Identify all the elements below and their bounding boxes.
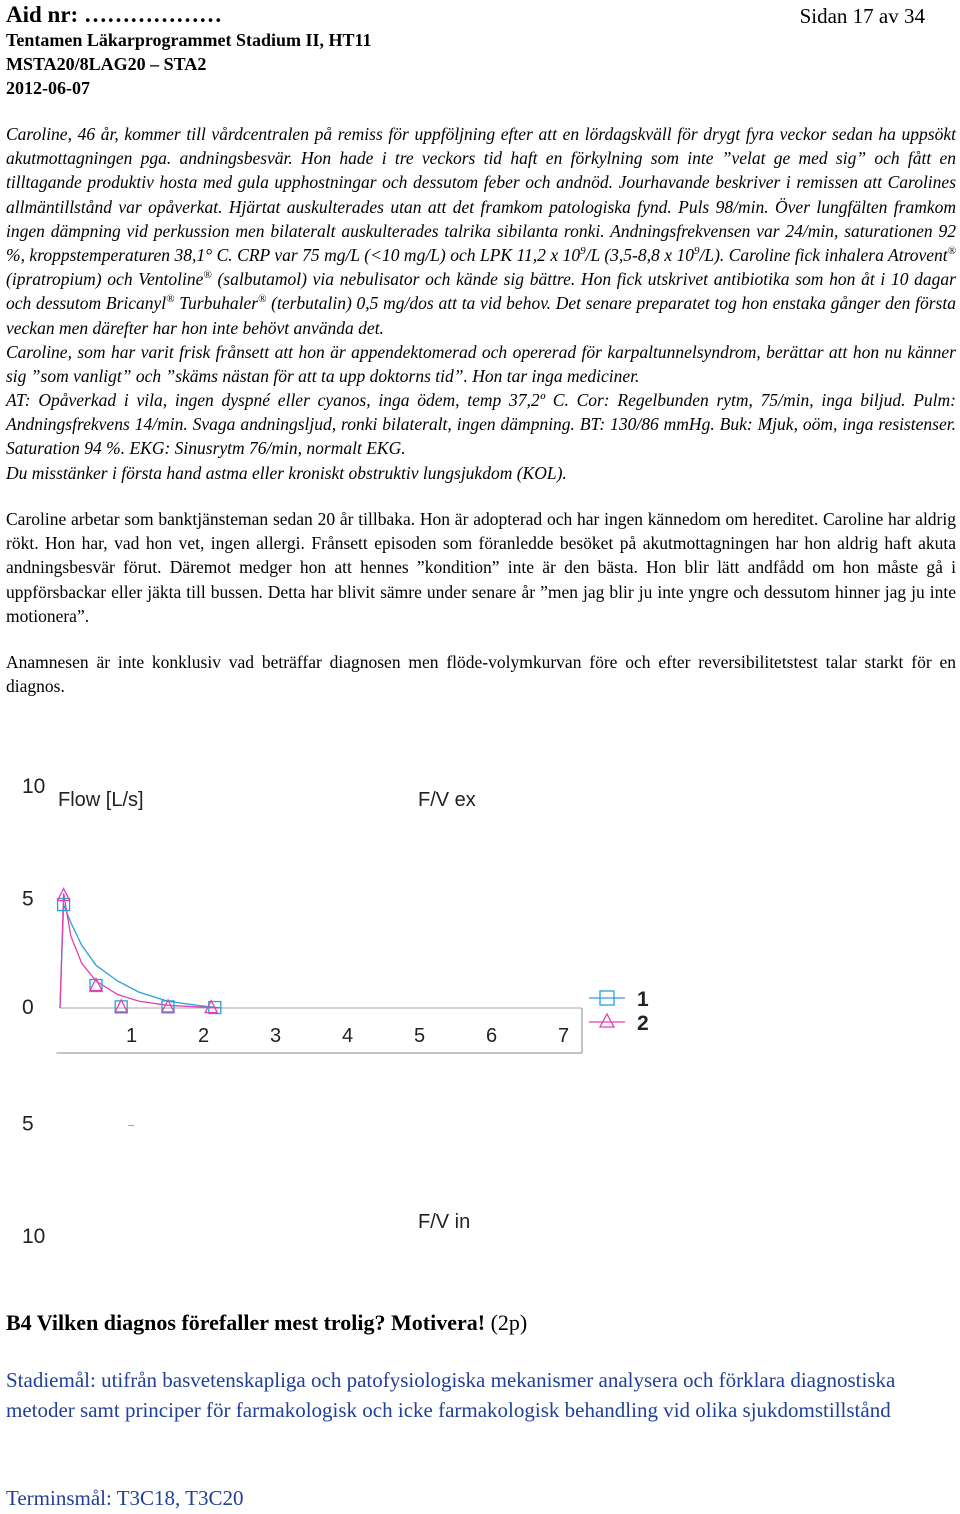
series-2-marker xyxy=(115,1000,127,1012)
x-tick-label: 2 xyxy=(198,1025,210,1047)
legend-label-2: 2 xyxy=(637,1012,649,1035)
y-tick-label: 5 xyxy=(22,887,34,911)
text-segment: (salbutamol) via nebulisator och kände sig bättre. Hon fick utskrivet antibiotika som hon åt i 10 dagar och dessutom Bricanyl xyxy=(6,269,956,314)
course-code: MSTA20/8LAG20 – STA2 xyxy=(6,54,207,74)
text-segment: Caroline, 46 år, kommer till vårdcentralen på remiss för uppföljning efter att en lördagskväll för drygt fyra veckor sedan ha uppsökt akutmottagningen pga. andningsbesvär. Hon hade i tre veckors tid haft en förkylning som inte ”velat ge med sig” och fått en tilltagande produktiv hosta med gula upphostningar och dessutom feber och andnöd. Jourhavande beskriver i remissen att Carolines allmäntillstånd var opåverkat. Hjärtat auskulterades utan att det framkom patologiska fynd. Puls 98/min. xyxy=(6,124,956,217)
y-axis-label: Flow [L/s] xyxy=(58,789,144,811)
flow-volume-chart xyxy=(0,770,700,1270)
case-paragraph-current: Caroline, som har varit frisk frånsett att hon är appendektomerad och opererad för karpaltunnelsyndrom, berättar att hon nu känner sig ”som vanligt” och ”skäms nästan för att ta upp doktorns tid”. Hon tar inga mediciner. xyxy=(6,342,956,387)
y-tick-label: 5 xyxy=(22,1112,34,1136)
social-history-paragraph: Caroline arbetar som banktjänsteman sedan 20 år tillbaka. Hon är adopterad och har ingen kännedom om hereditet. Caroline har aldrig rökt. Hon har, vad hon vet, ingen allergi. Frånsett episoden som föranledde besöket på akutmottagningen har hon aldrig haft akuta andningsbesvär förut. Däremot medger hon att hennes ”kondition” inte är den bästa. Hon blir lätt andfådd om hon måste gå i uppförsbackar eller jäkta till bussen. Detta har blivit sämre under senare år ”men jag blir ju inte yngre och dessutom hinner jag ju inte motionera”. xyxy=(6,509,956,626)
case-paragraph-suspicion: Du misstänker i första hand astma eller kroniskt obstruktiv lungsjukdom (KOL). xyxy=(6,463,567,483)
question-b4 xyxy=(6,1310,527,1336)
terminsmal: Terminsmål: T3C18, T3C20 xyxy=(6,1486,244,1510)
x-tick-label: 3 xyxy=(270,1025,282,1047)
case-paragraph-status: AT: Opåverkad i vila, ingen dyspné eller cyanos, inga ödem, temp 37,2º C. Cor: Regelbunden rytm, 75/min, inga biljud. Pulm: Andningsfrekvens 14/min. Svaga andningsljud, ronki bilateralt, ingen dämpning. BT: 130/86 mmHg. Buk: Mjuk, oöm, inga resistenser. Saturation 94 %. EKG: Sinusrytm 76/min, normalt EKG. xyxy=(6,390,956,459)
case-paragraph-history xyxy=(6,122,956,340)
text-segment: (ipratropium) och Ventoline xyxy=(6,269,204,290)
registered-mark: ® xyxy=(258,293,267,306)
legend-label-1: 1 xyxy=(637,988,649,1011)
x-tick-label: 4 xyxy=(342,1025,354,1047)
series-2-line xyxy=(60,893,218,1008)
superscript: 9 xyxy=(693,245,700,258)
stadiemal: Stadiemål: utifrån basvetenskapliga och patofysiologiska mekanismer analysera och förklara diagnostiska metoder samt principer för farmakologisk och icke farmakologisk behandling vid olika sjukdomstillstånd xyxy=(6,1368,896,1422)
question-text: B4 Vilken diagnos förefaller mest trolig? Motivera! xyxy=(6,1310,486,1335)
text-segment: /L). Caroline fick inhalera Atrovent xyxy=(699,245,948,266)
exam-title: Tentamen Läkarprogrammet Stadium II, HT11 xyxy=(6,30,372,50)
text-segment: (terbutalin) 0,5 mg/dos att ta vid behov. Det senare preparatet tog hon enstaka gånger den första veckan men därefter har hon inte behövt använda det. xyxy=(6,293,956,338)
exam-date: 2012-06-07 xyxy=(6,78,90,98)
text-segment: /L (3,5-8,8 x 10 xyxy=(585,245,694,266)
y-tick-label: 10 xyxy=(22,1225,46,1248)
y-tick-label: 0 xyxy=(22,996,34,1019)
x-tick-label: 1 xyxy=(126,1025,138,1047)
chart-title-expiration: F/V ex xyxy=(418,789,476,811)
text-segment: Andningsfrekvensen var 24/min, saturationen 92 %, kroppstemperaturen 38,1° C. CRP var 75 mg/L (<10 mg/L) och LPK 11,2 x 10 xyxy=(6,220,956,266)
superscript: 9 xyxy=(580,245,586,258)
registered-mark: ® xyxy=(947,245,956,258)
flow-volume-svg xyxy=(0,770,700,1270)
series-1-line xyxy=(60,905,222,1009)
aid-number: Aid nr: ……………… xyxy=(6,2,222,27)
text-segment: Över lungfälten framkom ingen dämpning vid perkussion men bilateralt auskulterades talrika sibilanta ronki. xyxy=(6,196,956,241)
conclusion-paragraph: Anamnesen är inte konklusiv vad beträffar diagnosen men flöde-volymkurvan före och efter reversibilitetstest talar starkt för en diagnos. xyxy=(6,652,956,697)
legend-marker-2 xyxy=(600,1014,614,1027)
text-segment: Turbuhaler xyxy=(174,293,259,314)
registered-mark: ® xyxy=(166,293,175,306)
question-points: (2p) xyxy=(485,1310,528,1335)
x-tick-label: 6 xyxy=(486,1025,498,1047)
x-tick-label: 7 xyxy=(558,1025,570,1047)
x-tick-label: 5 xyxy=(414,1025,426,1047)
registered-mark: ® xyxy=(203,269,212,282)
chart-title-inspiration: F/V in xyxy=(418,1211,471,1233)
y-tick-label: 10 xyxy=(22,775,46,798)
page-number: Sidan 17 av 34 xyxy=(799,4,925,28)
